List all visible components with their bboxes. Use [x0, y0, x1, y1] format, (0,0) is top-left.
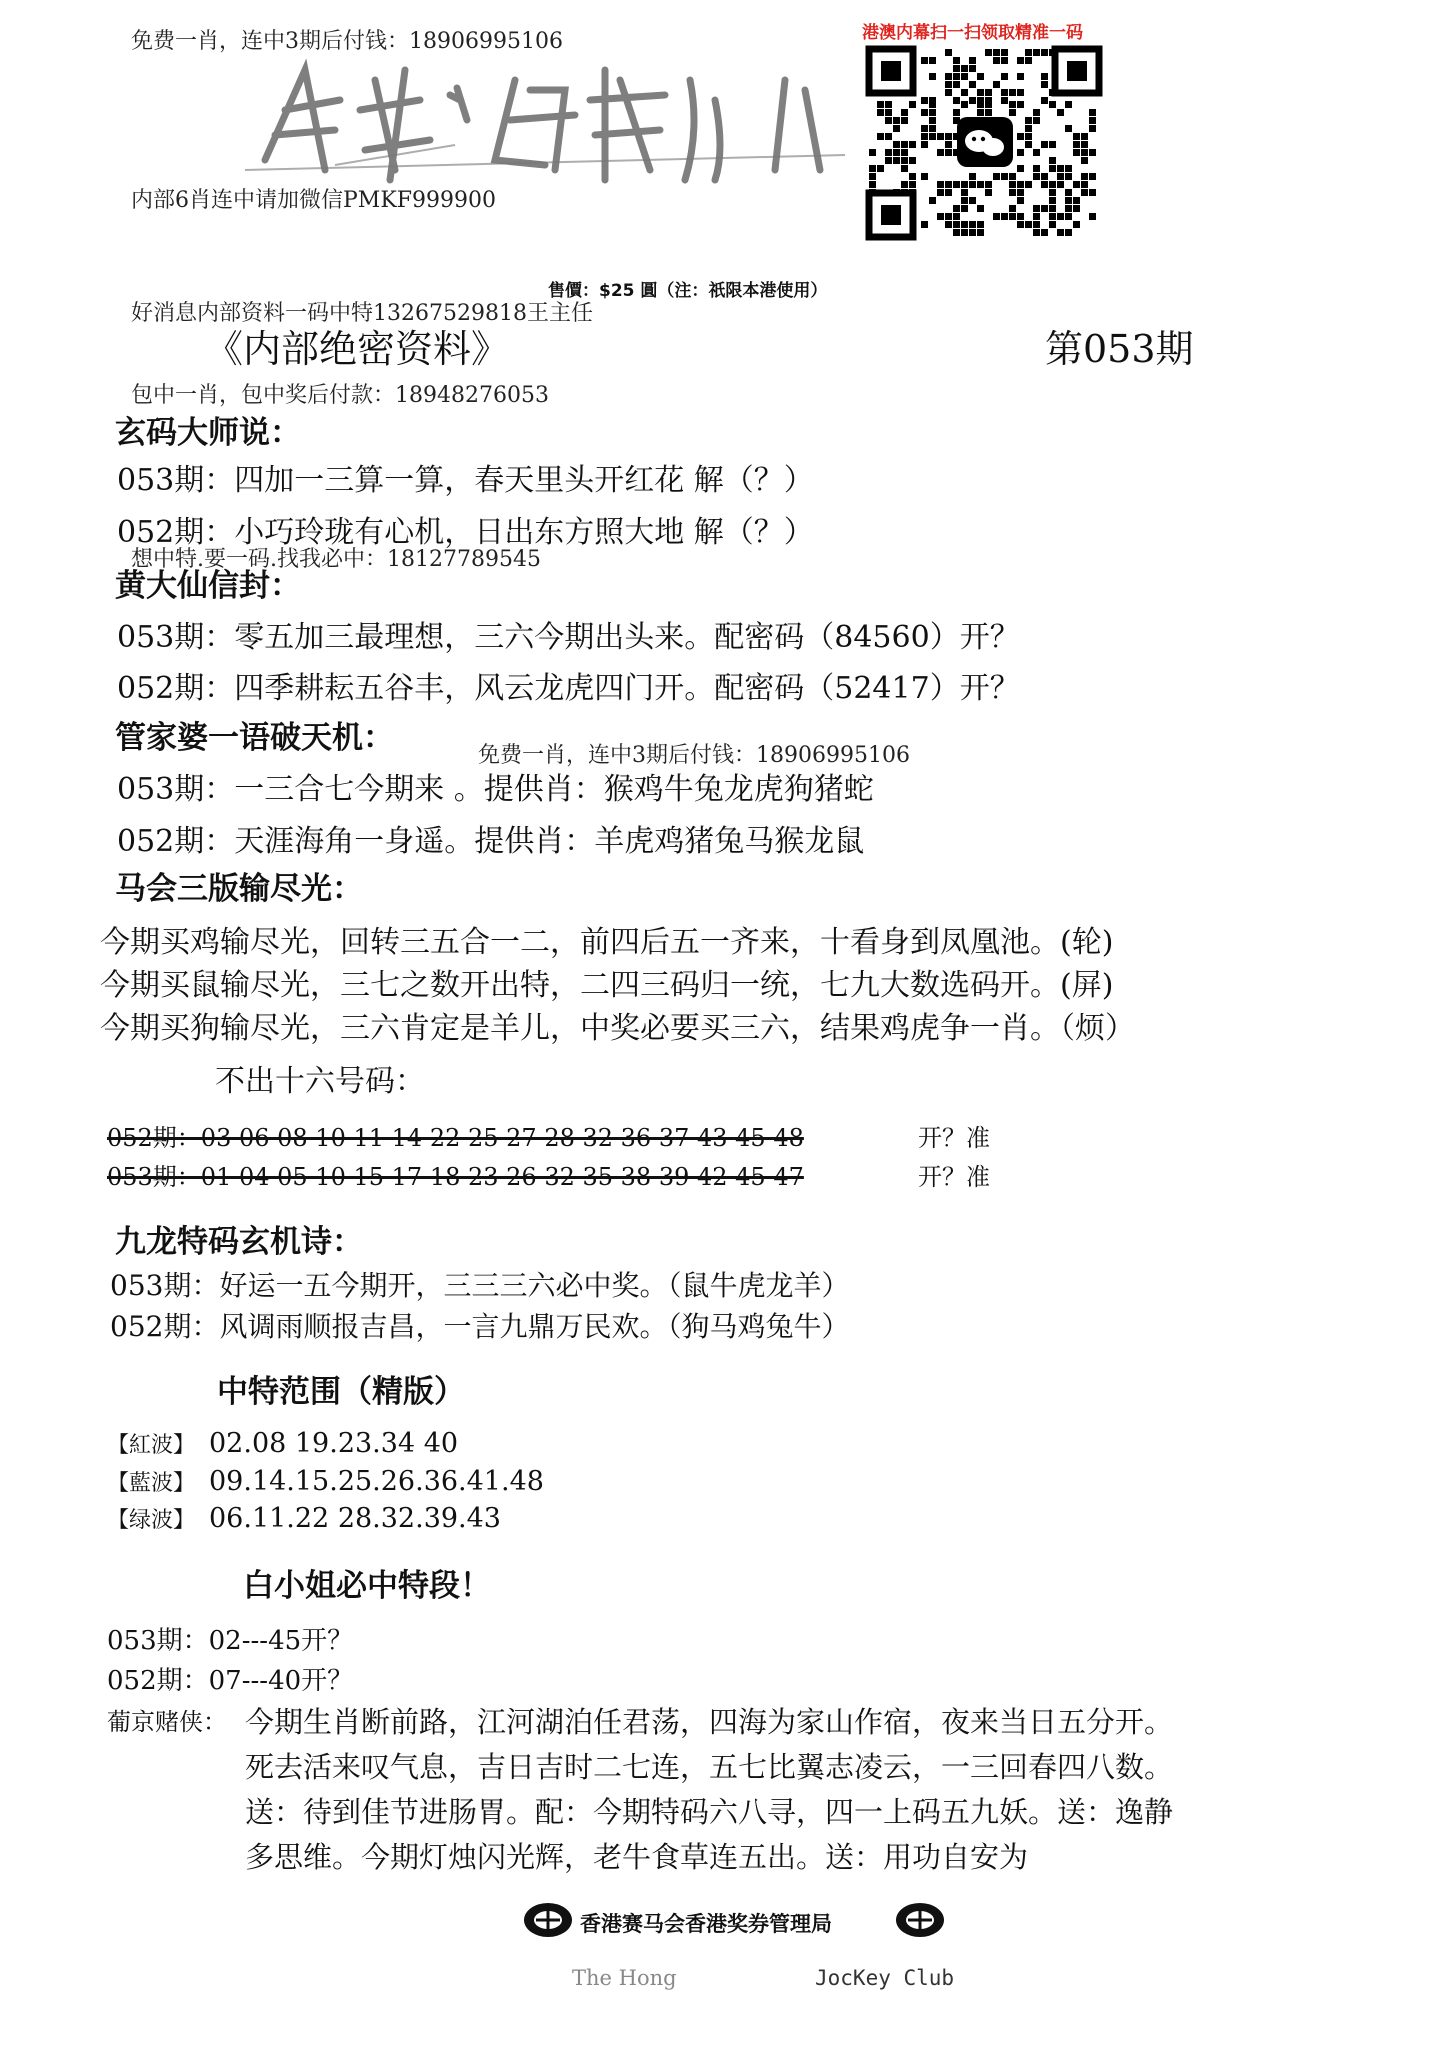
range-row-blue — [107, 1466, 544, 1497]
watermark-top3: 好消息内部资料一码中特13267529818王主任 — [131, 301, 593, 326]
buchu-row-052-tail: 开？准 — [918, 1124, 990, 1152]
range-tag-red: 【紅波】 — [107, 1433, 196, 1458]
footer-en-right: JocKey Club — [815, 1966, 955, 1990]
pujing-line-3: 送：待到佳节进肠胃。配：今期特码六八寻，四一上码五九妖。送：逸静 — [245, 1795, 1174, 1829]
guanjiapo-line-053: 053期：一三合七今期来 。提供肖：猴鸡牛兔龙虎狗猪蛇 — [117, 772, 874, 807]
section-heading-jiulong: 九龙特码玄机诗： — [115, 1224, 363, 1260]
section-heading-baixiaojie: 白小姐必中特段！ — [243, 1568, 491, 1604]
baixiaojie-line-053: 053期：02---45开？ — [107, 1626, 354, 1656]
footer-en-left: The Hong — [572, 1966, 677, 1990]
watermark-top2: 内部6肖连中请加微信PMKF999900 — [131, 188, 497, 213]
mahui-line-2: 今期买鼠输尽光，三七之数开出特，二四三码归一统，七九大数选码开。(屏) — [100, 968, 1114, 1003]
watermark-top1: 免费一肖，连中3期后付钱：18906995106 — [131, 29, 563, 54]
qr-code[interactable] — [865, 45, 1103, 241]
qr-title: 港澳内幕扫一扫领取精准一码 — [862, 23, 1083, 43]
section-heading-guanjiapo: 管家婆一语破天机： — [115, 720, 394, 756]
price-note: 售價：$25 圓（注：祇限本港使用） — [548, 281, 828, 301]
huangdaxian-line-053: 053期：零五加三最理想，三六今期出头来。配密码（84560）开？ — [117, 620, 1020, 655]
section-heading-huangdaxian: 黄大仙信封： — [115, 568, 301, 604]
range-row-green — [107, 1503, 501, 1534]
watermark-mid1: 想中特.要一码.找我必中：18127789545 — [131, 547, 541, 572]
range-tag-green: 【绿波】 — [107, 1508, 196, 1533]
jiulong-line-053: 053期：好运一五今期开，三三三六必中奖。（鼠牛虎龙羊） — [110, 1269, 850, 1302]
footer-org: 香港赛马会香港奖券管理局 — [580, 1912, 832, 1936]
jockey-club-logo-right — [894, 1900, 946, 1940]
buchu-row-053-tail: 开？准 — [918, 1163, 990, 1191]
qr-code-graphic — [865, 45, 1103, 241]
guanjiapo-line-052: 052期：天涯海角一身遥。提供肖：羊虎鸡猪兔马猴龙鼠 — [117, 824, 865, 859]
watermark-mid2: 免费一肖，连中3期后付钱：18906995106 — [478, 743, 910, 768]
buchu-row-052: 052期：03 06 08 10 11 14 22 25 27 28 32 36 37 43 45 48 — [107, 1124, 804, 1152]
pujing-line-2: 死去活来叹气息，吉日吉时二七连，五七比翼志凌云，一三回春四八数。 — [245, 1750, 1174, 1784]
jockey-club-logo-left — [522, 1900, 574, 1940]
baixiaojie-line-052: 052期：07---40开？ — [107, 1666, 354, 1696]
buchu-row-053: 053期：01 04 05 10 15 17 18 23 26 32 35 38 39 42 45 47 — [107, 1163, 804, 1191]
range-row-red — [107, 1428, 458, 1459]
mahui-line-1: 今期买鸡输尽光，回转三五合一二，前四后五一齐来，十看身到凤凰池。(轮) — [100, 925, 1114, 960]
xuanma-line-052: 052期：小巧玲珑有心机，日出东方照大地 解（？） — [117, 515, 814, 550]
jiulong-line-052: 052期：风调雨顺报吉昌，一言九鼎万民欢。（狗马鸡兔牛） — [110, 1310, 850, 1343]
pujing-line-4: 多思维。今期灯烛闪光辉，老牛食草连五出。送：用功自安为 — [245, 1840, 1029, 1874]
xuanma-line-053: 053期：四加一三算一算，春天里头开红花 解（？） — [117, 463, 814, 498]
pujing-line-1: 今期生肖断前路，江河湖泊任君荡，四海为家山作宿，夜来当日五分开。 — [245, 1705, 1174, 1739]
range-nums-green: 06.11.22 28.32.39.43 — [209, 1503, 501, 1534]
watermark-top4: 包中一肖，包中奖后付款：18948276053 — [131, 383, 549, 408]
doc-title: 《内部绝密资料》 — [205, 327, 510, 371]
range-tag-blue: 【藍波】 — [107, 1471, 196, 1496]
section-heading-mahui: 马会三版输尽光： — [115, 871, 363, 907]
section-heading-xuanma: 玄码大师说： — [115, 415, 301, 451]
section-heading-buchu: 不出十六号码： — [215, 1064, 425, 1099]
pujing-label: 葡京赌侠： — [107, 1708, 227, 1736]
range-nums-blue: 09.14.15.25.26.36.41.48 — [209, 1466, 544, 1497]
header-calligraphy — [245, 40, 865, 190]
section-heading-zhongte: 中特范围（精版） — [217, 1374, 465, 1410]
range-nums-red: 02.08 19.23.34 40 — [209, 1428, 459, 1459]
issue-number: 第053期 — [1045, 327, 1194, 371]
mahui-line-3: 今期买狗输尽光，三六肯定是羊儿，中奖必要买三六，结果鸡虎争一肖。（烦） — [100, 1011, 1135, 1046]
huangdaxian-line-052: 052期：四季耕耘五谷丰，风云龙虎四门开。配密码（52417）开？ — [117, 671, 1020, 706]
